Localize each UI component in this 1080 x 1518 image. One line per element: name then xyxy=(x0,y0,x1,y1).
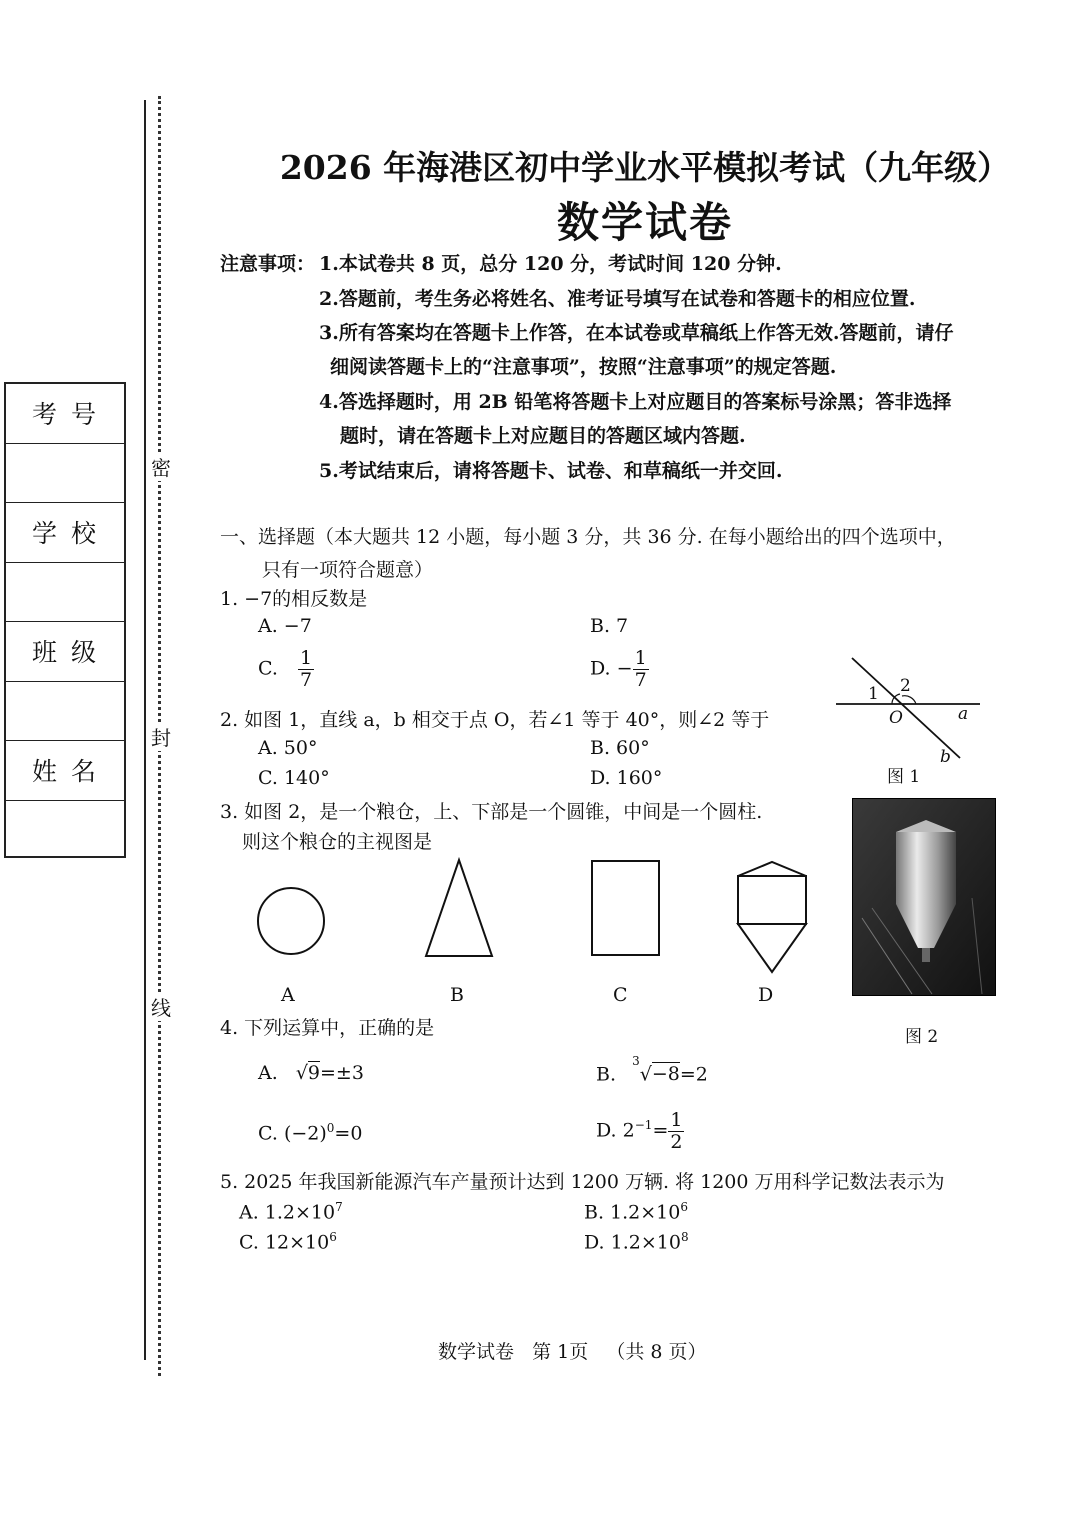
sqrt-icon: √ xyxy=(295,1062,308,1084)
q2-stem: 2. 如图 1，直线 a，b 相交于点 O，若∠1 等于 40°，则∠2 等于 xyxy=(220,709,770,731)
note-3-cont: 细阅读答题卡上的“注意事项”，按照“注意事项”的规定答题. xyxy=(330,356,837,378)
q5-option-c xyxy=(239,1230,337,1253)
q4-option-d-denominator: 2 xyxy=(670,1130,683,1153)
section1-heading: 一、选择题（本大题共 12 小题，每小题 3 分，共 36 分. 在每小题给出的四个选项中， xyxy=(220,526,956,548)
q4-option-d-numerator: 1 xyxy=(670,1109,683,1131)
q1-option-d-prefix: D. − xyxy=(590,657,633,680)
q1-option-b: B. 7 xyxy=(590,615,629,637)
q4-option-b xyxy=(596,1054,708,1086)
fig1-caption: 图 1 xyxy=(887,767,921,787)
q4-option-d-base: D. 2 xyxy=(596,1119,635,1142)
q1-option-d-numerator: 1 xyxy=(634,647,647,669)
q4-option-a-radicand: 9 xyxy=(307,1062,321,1084)
field-blank-name[interactable] xyxy=(6,801,124,861)
q1-stem: 1. −7的相反数是 xyxy=(220,588,368,610)
figure-2-silo-photo xyxy=(852,798,996,996)
q1-option-d xyxy=(590,648,649,691)
student-info-box xyxy=(4,382,126,858)
q4-stem: 4. 下列运算中，正确的是 xyxy=(220,1017,435,1039)
q4-option-d xyxy=(596,1110,684,1153)
q5-option-a xyxy=(239,1200,343,1223)
field-blank-class[interactable] xyxy=(6,682,124,742)
q3-stem: 3. 如图 2，是一个粮仓，上、下部是一个圆锥，中间是一个圆柱. xyxy=(220,801,763,823)
q4-option-b-prefix: B. xyxy=(596,1063,617,1086)
q2-option-b: B. 60° xyxy=(590,737,650,759)
binding-solid-line xyxy=(144,100,146,1360)
q4-option-c xyxy=(258,1121,362,1144)
q2-option-d: D. 160° xyxy=(590,767,663,789)
field-blank-exam-number[interactable] xyxy=(6,444,124,504)
q5-option-b xyxy=(584,1200,688,1223)
q2-option-a: A. 50° xyxy=(258,737,318,759)
cube-root-icon: √ xyxy=(639,1063,652,1086)
q5-option-b-base: B. 1.2×10 xyxy=(584,1201,681,1224)
field-label-exam-number: 考号 xyxy=(6,384,124,444)
q3-stem-cont: 则这个粮仓的主视图是 xyxy=(242,831,433,853)
fig2-caption: 图 2 xyxy=(905,1027,939,1047)
fig1-line-b-label: b xyxy=(940,747,951,767)
q3-option-c-rectangle xyxy=(592,861,659,955)
q1-option-d-denominator: 7 xyxy=(634,668,647,691)
q4-option-b-rest: =2 xyxy=(679,1063,708,1086)
q1-option-a: A. −7 xyxy=(258,615,312,637)
seal-char-mi: 密 xyxy=(150,452,172,481)
field-label-name: 姓名 xyxy=(6,741,124,801)
note-1: 1.本试卷共 8 页，总分 120 分，考试时间 120 分钟. xyxy=(319,253,782,275)
note-4: 4.答选择题时，用 2B 铅笔将答题卡上对应题目的答案标号涂黑；答非选择 xyxy=(319,391,952,413)
q3-option-b-label: B xyxy=(450,984,464,1006)
seal-char-xian: 线 xyxy=(150,992,172,1021)
note-3: 3.所有答案均在答题卡上作答，在本试卷或草稿纸上作答无效.答题前，请仔 xyxy=(319,322,954,344)
field-blank-school[interactable] xyxy=(6,563,124,623)
q5-option-b-exponent: 6 xyxy=(680,1200,688,1214)
q3-option-b-triangle xyxy=(426,860,492,956)
q4-option-a xyxy=(258,1062,364,1084)
field-label-school: 学校 xyxy=(6,503,124,563)
exam-title: 2026 年海港区初中学业水平模拟考试（九年级） xyxy=(279,148,1011,187)
note-4-cont: 题时，请在答题卡上对应题目的答题区域内答题. xyxy=(340,425,746,447)
seal-char-feng: 封 xyxy=(150,722,172,751)
q4-option-b-radicand: −8 xyxy=(651,1063,680,1086)
q4-option-c-base: C. (−2) xyxy=(258,1122,327,1145)
q4-option-c-exponent: 0 xyxy=(326,1121,335,1135)
q4-option-d-eq: = xyxy=(652,1119,669,1142)
fig1-line-a-label: a xyxy=(958,704,969,724)
q3-option-a-label: A xyxy=(281,984,295,1006)
fig1-angle-1-label: 1 xyxy=(868,684,879,704)
exam-subtitle: 数学试卷 xyxy=(556,198,733,247)
note-2: 2.答题前，考生务必将姓名、准考证号填写在试卷和答题卡的相应位置. xyxy=(319,288,916,310)
field-label-class: 班级 xyxy=(6,622,124,682)
q1-option-c-denominator: 7 xyxy=(299,668,313,691)
q3-option-a-circle xyxy=(258,888,324,954)
q3-option-c-label: C xyxy=(613,984,628,1006)
q4-option-d-exponent: −1 xyxy=(634,1118,653,1133)
q4-option-a-rest: =±3 xyxy=(320,1062,364,1084)
q5-stem: 5. 2025 年我国新能源汽车产量预计达到 1200 万辆. 将 1200 万用科学记数法表示为 xyxy=(220,1171,945,1193)
q4-option-c-rest: =0 xyxy=(334,1122,363,1145)
q1-option-c xyxy=(258,648,314,691)
q5-option-d-exponent: 8 xyxy=(680,1230,689,1244)
q3-option-shapes xyxy=(250,850,820,980)
q5-option-c-exponent: 6 xyxy=(329,1230,337,1244)
q1-option-c-numerator: 1 xyxy=(299,647,313,669)
note-5: 5.考试结束后，请将答题卡、试卷、和草稿纸一并交回. xyxy=(319,460,783,482)
q3-option-d-silo-shape xyxy=(738,862,806,972)
q1-option-c-prefix: C. xyxy=(258,657,278,680)
q5-option-d xyxy=(584,1230,689,1253)
q4-option-b-root-index: 3 xyxy=(632,1054,640,1068)
q4-option-a-prefix: A. xyxy=(258,1062,278,1084)
q2-option-c: C. 140° xyxy=(258,767,330,789)
q5-option-a-exponent: 7 xyxy=(335,1200,343,1214)
notes-label: 注意事项： xyxy=(220,253,316,275)
page-footer: 数学试卷 第 1页 （共 8 页） xyxy=(438,1341,707,1363)
section1-heading-cont: 只有一项符合题意） xyxy=(262,559,434,581)
q5-option-a-base: A. 1.2×10 xyxy=(239,1201,336,1224)
fig1-angle-2-label: 2 xyxy=(900,676,911,696)
q5-option-c-base: C. 12×10 xyxy=(239,1231,330,1254)
fig1-point-o-label: O xyxy=(889,708,903,728)
q5-option-d-base: D. 1.2×10 xyxy=(584,1231,681,1254)
q3-option-d-label: D xyxy=(758,984,774,1006)
